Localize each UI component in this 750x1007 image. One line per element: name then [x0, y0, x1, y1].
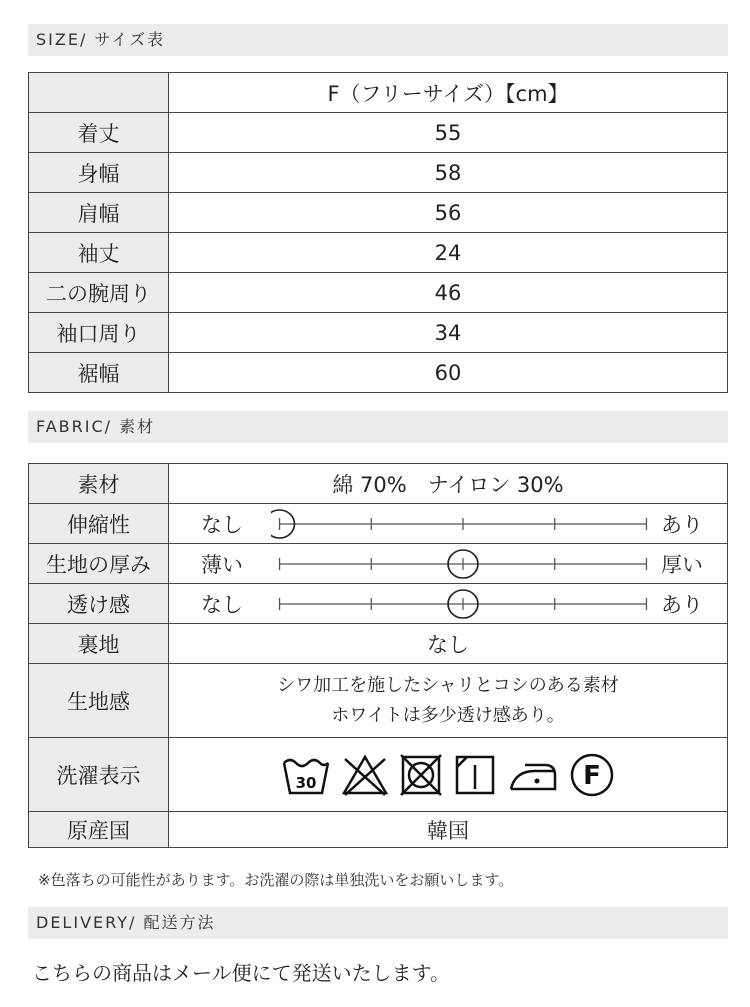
- lining-value: なし: [169, 624, 728, 664]
- lining-label: 裏地: [29, 624, 169, 664]
- table-row: [29, 464, 728, 504]
- texture-value: [169, 664, 728, 738]
- stretch-scale-bar: [271, 505, 655, 543]
- sheerness-label: 透け感: [29, 584, 169, 624]
- size-value: 56: [169, 193, 728, 233]
- size-section-header: SIZE/ サイズ表: [28, 24, 728, 56]
- size-label: 着丈: [29, 113, 169, 153]
- stretch-left-label: なし: [201, 512, 243, 537]
- size-label: 裾幅: [29, 353, 169, 393]
- size-table: [28, 72, 728, 393]
- sheerness-scale: [169, 585, 727, 623]
- wash-30-icon: [281, 753, 331, 797]
- texture-line-1: シワ加工を施したシャリとコシのある素材: [277, 674, 619, 696]
- sheerness-right-label: あり: [661, 592, 703, 617]
- table-row: [29, 313, 728, 353]
- size-label: 袖丈: [29, 233, 169, 273]
- stretch-scale-cell: [169, 504, 728, 544]
- material-label: 素材: [29, 464, 169, 504]
- stretch-right-label: あり: [661, 512, 703, 537]
- delivery-section-header: DELIVERY/ 配送方法: [28, 907, 728, 939]
- thickness-label: 生地の厚み: [29, 544, 169, 584]
- wash-caution-note: ※色落ちの可能性があります。お洗濯の際は単独洗いをお願いします。: [38, 871, 514, 889]
- fabric-table: [28, 463, 728, 848]
- size-label: 二の腕周り: [29, 273, 169, 313]
- table-row: [29, 193, 728, 233]
- dry-clean-f-icon: [569, 752, 615, 798]
- sheerness-left-label: なし: [201, 592, 243, 617]
- thickness-scale-cell: [169, 544, 728, 584]
- texture-line-2: ホワイトは多少透け感あり。: [331, 704, 565, 726]
- care-symbols: [169, 738, 728, 812]
- table-row: [29, 153, 728, 193]
- fabric-section-header: FABRIC/ 素材: [28, 411, 728, 443]
- origin-label: 原産国: [29, 812, 169, 848]
- iron-low-icon: [507, 753, 559, 797]
- size-label: 肩幅: [29, 193, 169, 233]
- table-row: [29, 113, 728, 153]
- origin-value: 韓国: [169, 812, 728, 848]
- table-row: [29, 353, 728, 393]
- size-table-corner: [29, 73, 169, 113]
- table-row: [29, 664, 728, 738]
- texture-label: 生地感: [29, 664, 169, 738]
- dry-clean-letter: F: [583, 760, 601, 791]
- table-row: [29, 624, 728, 664]
- thickness-left-label: 薄い: [201, 552, 243, 577]
- shade-dry-icon: [453, 753, 497, 797]
- material-value: 綿 70% ナイロン 30%: [169, 464, 728, 504]
- stretch-label: 伸縮性: [29, 504, 169, 544]
- size-value: 24: [169, 233, 728, 273]
- size-label: 袖口周り: [29, 313, 169, 353]
- size-label: 身幅: [29, 153, 169, 193]
- thickness-scale: [169, 545, 727, 583]
- thickness-scale-bar: [271, 545, 655, 583]
- size-value: 46: [169, 273, 728, 313]
- table-row: [29, 812, 728, 848]
- size-value: 58: [169, 153, 728, 193]
- size-value: 55: [169, 113, 728, 153]
- size-value: 60: [169, 353, 728, 393]
- size-column-header: F（フリーサイズ）【cm】: [169, 73, 728, 113]
- table-row: [29, 584, 728, 624]
- size-value: 34: [169, 313, 728, 353]
- wash-temp-text: 30: [295, 773, 317, 792]
- table-row: [29, 273, 728, 313]
- table-row: [29, 233, 728, 273]
- table-row: [29, 738, 728, 812]
- size-table-header-row: [29, 73, 728, 113]
- stretch-scale: [169, 505, 727, 543]
- no-tumble-dry-icon: [399, 753, 443, 797]
- care-label: 洗濯表示: [29, 738, 169, 812]
- sheerness-scale-cell: [169, 584, 728, 624]
- table-row: [29, 504, 728, 544]
- sheerness-scale-bar: [271, 585, 655, 623]
- delivery-text: こちらの商品はメール便にて発送いたします。: [32, 961, 450, 985]
- table-row: [29, 544, 728, 584]
- no-bleach-icon: [341, 753, 389, 797]
- thickness-right-label: 厚い: [661, 552, 703, 577]
